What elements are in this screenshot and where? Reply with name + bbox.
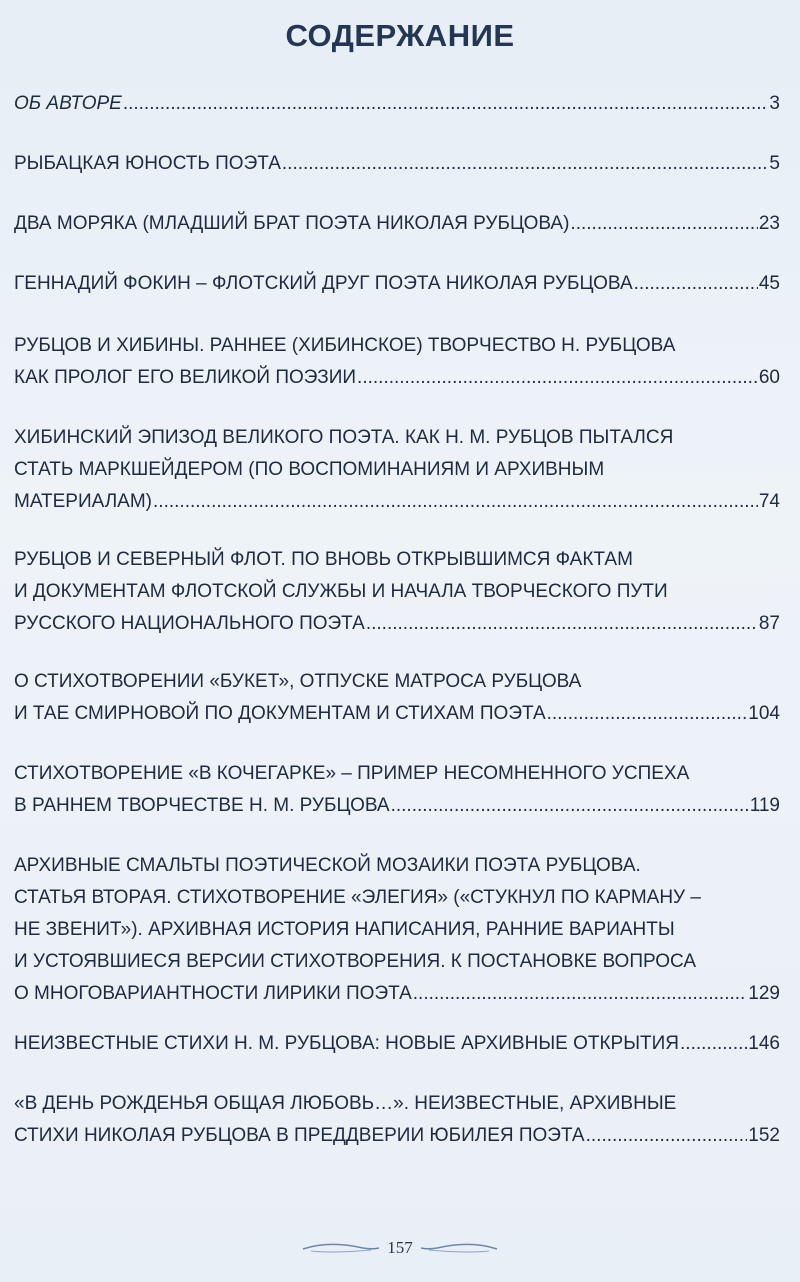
page-number: 157 xyxy=(387,1238,413,1257)
toc-title-line: СТАТЬЯ ВТОРАЯ. СТИХОТВОРЕНИЕ «ЭЛЕГИЯ» («СТУКНУЛ ПО КАРМАНУ – xyxy=(14,887,701,908)
toc-title: ГЕННАДИЙ ФОКИН – ФЛОТСКИЙ ДРУГ ПОЭТА НИКОЛАЯ РУБЦОВА xyxy=(14,273,633,294)
toc-line xyxy=(14,88,780,120)
toc-title: СТИХИ НИКОЛАЯ РУБЦОВА В ПРЕДДВЕРИИ ЮБИЛЕЯ ПОЭТА xyxy=(14,1125,585,1146)
toc-entry[interactable] xyxy=(14,666,780,730)
toc-entry[interactable] xyxy=(14,208,780,240)
toc-title: И ТАЕ СМИРНОВОЙ ПО ДОКУМЕНТАМ И СТИХАМ ПОЭТА xyxy=(14,703,546,724)
toc-entry[interactable] xyxy=(14,268,780,300)
toc-page-number: 60 xyxy=(758,367,780,388)
toc-entry[interactable] xyxy=(14,330,780,394)
toc-line xyxy=(14,608,780,640)
page-footer xyxy=(0,1236,800,1260)
toc-page-number: 152 xyxy=(748,1125,780,1146)
toc-line xyxy=(14,208,780,240)
leader-dots xyxy=(153,486,758,518)
toc-title: НЕИЗВЕСТНЫЕ СТИХИ Н. М. РУБЦОВА: НОВЫЕ АРХИВНЫЕ ОТКРЫТИЯ xyxy=(14,1033,680,1054)
toc-title-line: «В ДЕНЬ РОЖДЕНЬЯ ОБЩАЯ ЛЮБОВЬ…». НЕИЗВЕСТНЫЕ, АРХИВНЫЕ xyxy=(14,1093,677,1114)
toc-title: МАТЕРИАЛАМ) xyxy=(14,491,153,512)
toc-page-number: 74 xyxy=(758,491,780,512)
toc-line xyxy=(14,486,780,518)
toc-title-line: АРХИВНЫЕ СМАЛЬТЫ ПОЭТИЧЕСКОЙ МОЗАИКИ ПОЭТА РУБЦОВА. xyxy=(14,855,641,876)
leader-dots xyxy=(391,790,749,822)
toc-line xyxy=(14,790,780,822)
leader-dots xyxy=(413,978,748,1010)
toc-entry[interactable] xyxy=(14,544,780,640)
ornament-right-icon xyxy=(419,1240,499,1256)
toc-entry[interactable] xyxy=(14,88,780,120)
toc-page-number: 45 xyxy=(758,273,780,294)
toc-page-number: 23 xyxy=(758,213,780,234)
toc-title: В РАННЕМ ТВОРЧЕСТВЕ Н. М. РУБЦОВА xyxy=(14,795,390,816)
toc-title: О МНОГОВАРИАНТНОСТИ ЛИРИКИ ПОЭТА xyxy=(14,983,412,1004)
toc-title: РЫБАЦКАЯ ЮНОСТЬ ПОЭТА xyxy=(14,153,281,174)
leader-dots xyxy=(586,1120,748,1152)
leader-dots xyxy=(123,88,769,120)
toc-entry[interactable] xyxy=(14,850,780,1010)
toc-title-line: СТАТЬ МАРКШЕЙДЕРОМ (ПО ВОСПОМИНАНИЯМ И АРХИВНЫМ xyxy=(14,459,605,480)
toc-page-number: 87 xyxy=(758,613,780,634)
toc-title-line: НЕ ЗВЕНИТ»). АРХИВНАЯ ИСТОРИЯ НАПИСАНИЯ, РАННИЕ ВАРИАНТЫ xyxy=(14,919,675,940)
toc-title-line: СТИХОТВОРЕНИЕ «В КОЧЕГАРКЕ» – ПРИМЕР НЕСОМНЕННОГО УСПЕХА xyxy=(14,763,690,784)
toc-title-line: РУБЦОВ И СЕВЕРНЫЙ ФЛОТ. ПО ВНОВЬ ОТКРЫВШИМСЯ ФАКТАМ xyxy=(14,549,633,570)
toc-line xyxy=(14,148,780,180)
toc-entry[interactable] xyxy=(14,1088,780,1152)
ornament-left-icon xyxy=(301,1240,381,1256)
toc-entry[interactable] xyxy=(14,758,780,822)
toc-title-line: РУБЦОВ И ХИБИНЫ. РАННЕЕ (ХИБИНСКОЕ) ТВОРЧЕСТВО Н. РУБЦОВА xyxy=(14,335,676,356)
toc-page-number: 146 xyxy=(748,1033,780,1054)
toc-title: ДВА МОРЯКА (МЛАДШИЙ БРАТ ПОЭТА НИКОЛАЯ РУБЦОВА) xyxy=(14,213,570,234)
leader-dots xyxy=(282,148,769,180)
toc-page-number: 3 xyxy=(769,93,780,114)
toc-page-number: 129 xyxy=(748,983,780,1004)
toc-title: КАК ПРОЛОГ ЕГО ВЕЛИКОЙ ПОЭЗИИ xyxy=(14,367,357,388)
toc-title-line: ХИБИНСКИЙ ЭПИЗОД ВЕЛИКОГО ПОЭТА. КАК Н. М. РУБЦОВ ПЫТАЛСЯ xyxy=(14,427,674,448)
leader-dots xyxy=(634,268,758,300)
toc-line xyxy=(14,1120,780,1152)
page-title: СОДЕРЖАНИЕ xyxy=(285,18,515,53)
toc-page-number: 5 xyxy=(769,153,780,174)
toc-page-number: 104 xyxy=(748,703,780,724)
leader-dots xyxy=(366,608,758,640)
toc-line xyxy=(14,978,780,1010)
leader-dots xyxy=(680,1028,747,1060)
toc-title: РУССКОГО НАЦИОНАЛЬНОГО ПОЭТА xyxy=(14,613,365,634)
toc-title-line: И УСТОЯВШИЕСЯ ВЕРСИИ СТИХОТВОРЕНИЯ. К ПОСТАНОВКЕ ВОПРОСА xyxy=(14,951,696,972)
leader-dots xyxy=(547,698,748,730)
toc-line xyxy=(14,362,780,394)
toc-title-line: О СТИХОТВОРЕНИИ «БУКЕТ», ОТПУСКЕ МАТРОСА РУБЦОВА xyxy=(14,671,582,692)
toc-page-number: 119 xyxy=(749,795,780,816)
toc-line xyxy=(14,698,780,730)
toc-entry[interactable] xyxy=(14,1028,780,1060)
leader-dots xyxy=(570,208,757,240)
toc-entry[interactable] xyxy=(14,422,780,518)
leader-dots xyxy=(357,362,758,394)
toc-entry[interactable] xyxy=(14,148,780,180)
toc-title: ОБ АВТОРЕ xyxy=(14,93,122,114)
toc-line xyxy=(14,1028,780,1060)
toc-line xyxy=(14,268,780,300)
toc-title-line: И ДОКУМЕНТАМ ФЛОТСКОЙ СЛУЖБЫ И НАЧАЛА ТВОРЧЕСКОГО ПУТИ xyxy=(14,581,668,602)
